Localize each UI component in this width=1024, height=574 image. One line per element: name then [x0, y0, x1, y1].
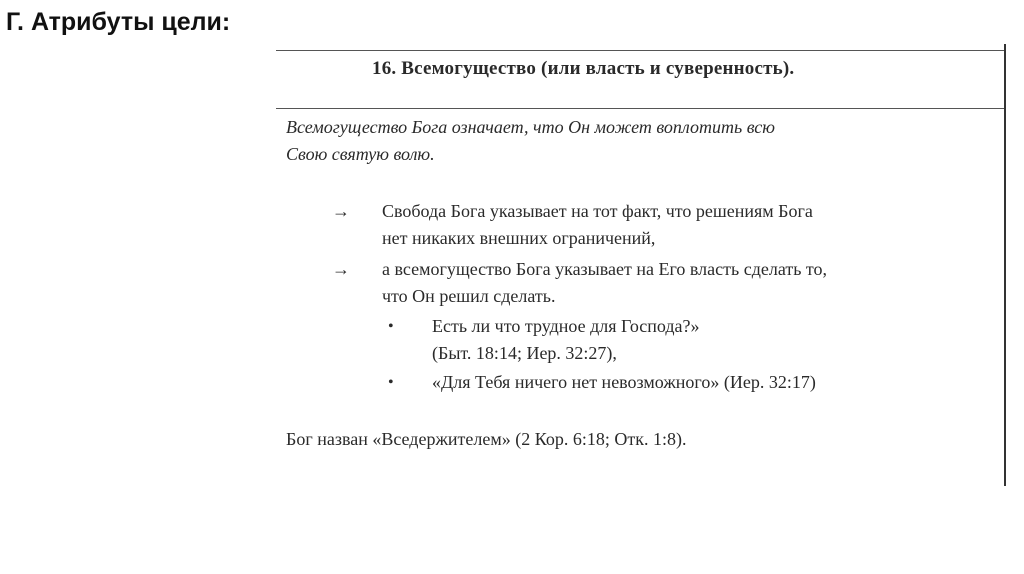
bullet-icon: •	[388, 318, 394, 335]
arrow-icon: →	[332, 259, 350, 279]
bullet-item-line: «Для Тебя ничего нет невозможного» (Иер. 32:17)	[432, 372, 816, 392]
definition-text	[286, 114, 986, 168]
bullet-list-item	[432, 369, 992, 396]
arrow-list-item	[382, 256, 992, 310]
bullet-item-line: (Быт. 18:14; Иер. 32:27),	[432, 343, 617, 363]
bullet-item-line: Есть ли что трудное для Господа?»	[432, 316, 700, 336]
definition-line: Всемогущество Бога означает, что Он может воплотить всю	[286, 117, 775, 137]
heading-divider	[276, 108, 1006, 109]
arrow-item-line: что Он решил сделать.	[382, 286, 556, 306]
bullet-icon: •	[388, 374, 394, 391]
right-border	[1004, 44, 1006, 486]
document-scan	[276, 44, 1006, 486]
definition-line: Свою святую волю.	[286, 144, 435, 164]
arrow-item-line: Свобода Бога указывает на тот факт, что решениям Бога	[382, 201, 813, 221]
arrow-item-line: а всемогущество Бога указывает на Его власть сделать то,	[382, 259, 828, 279]
slide-title: Г. Атрибуты цели:	[6, 8, 231, 36]
arrow-list-item	[382, 198, 992, 252]
section-heading: 16. Всемогущество (или власть и суверенность).	[372, 58, 795, 79]
closing-text: Бог назван «Вседержителем» (2 Кор. 6:18; Отк. 1:8).	[286, 429, 687, 449]
bullet-list-item	[432, 313, 992, 367]
top-divider	[276, 50, 1006, 51]
arrow-item-line: нет никаких внешних ограничений,	[382, 228, 656, 248]
arrow-icon: →	[332, 201, 350, 221]
